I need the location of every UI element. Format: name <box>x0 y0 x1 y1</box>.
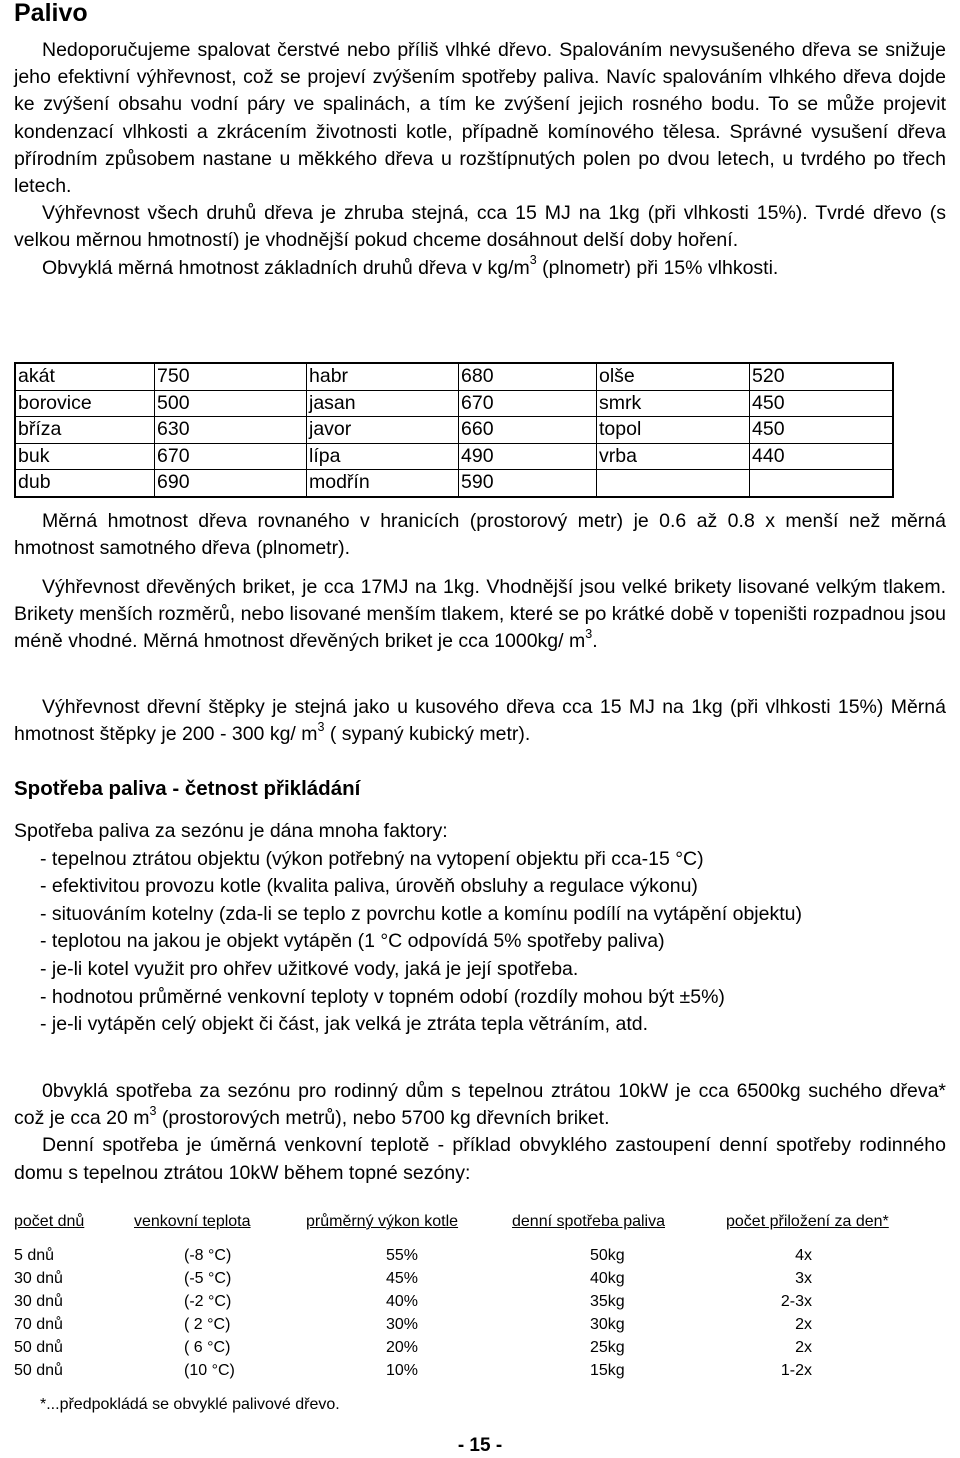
wood-name-cell: habr <box>307 363 459 390</box>
empty-cell <box>597 470 750 497</box>
output-cell: 10% <box>385 1362 418 1379</box>
table-row <box>15 470 893 497</box>
wood-density-cell: 450 <box>750 390 894 417</box>
density-intro-text: Obvyklá měrná hmotnost základních druhů dřeva v kg/m <box>42 256 530 279</box>
temperature-cell: (10 °C) <box>184 1362 235 1379</box>
wood-name-cell: vrba <box>597 443 750 470</box>
daily-consumption-cell: 15kg <box>590 1362 625 1379</box>
season-usage-sup: 3 <box>149 1103 157 1118</box>
loadings-cell: 2-3x <box>780 1293 812 1310</box>
output-cell: 45% <box>385 1270 418 1287</box>
stacked-wood-note <box>14 508 946 562</box>
column-header: venkovní teplota <box>134 1213 251 1230</box>
list-item: - efektivitou provozu kotle (kvalita paliva, úrověň obsluhy a regulace výkonu) <box>40 875 698 898</box>
column-header: denní spotřeba paliva <box>512 1213 665 1230</box>
output-cell: 20% <box>385 1339 418 1356</box>
chips-tail: ( sypaný kubický metr). <box>324 723 531 746</box>
consumption-title: Spotřeba paliva - četnost přikládání <box>14 777 361 800</box>
output-cell: 40% <box>385 1293 418 1310</box>
temperature-cell: (-2 °C) <box>184 1293 232 1310</box>
consumption-table-header <box>14 1210 946 1234</box>
daily-consumption-cell: 40kg <box>590 1270 625 1287</box>
intro-paragraph: Nedoporučujeme spalovat čerstvé nebo příliš vlhké dřevo. Spalováním nevysušeného dřeva se snižuje jeho efektivní výhřevnost, což se projeví zvýšením spotřeby paliva. Navíc spalováním vlhkého dřeva dojde ke zvýšení obsahu vodní páry ve spalinách, a tím ke zvýšení jejich rosného bodu. To se může projevit kondenzací vlhkosti a zkrácením životnosti kotle, případně komínového tělesa. Správné vysušení dřeva přírodním způsobem nastane u měkkého dřeva u rozštípnutých polen po dvou letech, u tvrdého po třech letech. <box>14 39 946 198</box>
table-row <box>14 1267 946 1290</box>
season-usage-text: 0bvyklá spotřeba za sezónu pro rodinný dům s tepelnou ztrátou 10kW je cca 6500kg suchého dřeva* což je cca 20 m <box>14 1080 946 1130</box>
wood-density-cell: 440 <box>750 443 894 470</box>
table-row <box>15 363 893 390</box>
temperature-cell: ( 2 °C) <box>184 1316 231 1333</box>
wood-name-cell: borovice <box>15 390 155 417</box>
wood-name-cell: javor <box>307 417 459 444</box>
days-cell: 30 dnů <box>14 1270 63 1287</box>
wood-density-cell: 660 <box>459 417 597 444</box>
table-row <box>15 417 893 444</box>
daily-consumption-cell: 30kg <box>590 1316 625 1333</box>
briquettes-sup: 3 <box>585 626 593 641</box>
table-row <box>14 1290 946 1313</box>
wood-name-cell: jasan <box>307 390 459 417</box>
list-item: - je-li vytápěn celý objekt či část, jak velká je ztráta tepla větráním, atd. <box>40 1013 649 1036</box>
wood-name-cell: dub <box>15 470 155 497</box>
wood-density-cell: 630 <box>155 417 307 444</box>
section-title: Palivo <box>14 0 88 27</box>
empty-cell <box>750 470 894 497</box>
density-intro-sup: 3 <box>529 253 537 268</box>
briquettes-paragraph <box>14 574 946 656</box>
wood-name-cell: modřín <box>307 470 459 497</box>
daily-usage-paragraph: Denní spotřeba je úměrná venkovní teplotě - příklad obvyklého zastoupení denní spotřeby rodinného domu s tepelnou ztrátou 10kW během topné sezóny: <box>14 1134 946 1184</box>
days-cell: 70 dnů <box>14 1316 63 1333</box>
season-usage-tail: (prostorových metrů), nebo 5700 kg dřevních briket. <box>156 1107 610 1130</box>
season-usage-block <box>14 1078 946 1187</box>
wood-name-cell: smrk <box>597 390 750 417</box>
output-cell: 55% <box>385 1247 418 1264</box>
wood-density-cell: 590 <box>459 470 597 497</box>
list-item: - situováním kotelny (zda-li se teplo z povrchu kotle a komínu podílí na vytápění objektu) <box>40 902 802 925</box>
wood-density-cell: 670 <box>459 390 597 417</box>
loadings-cell: 1-2x <box>780 1362 812 1379</box>
column-header: počet dnů <box>14 1213 85 1230</box>
density-intro <box>14 255 946 282</box>
output-cell: 30% <box>385 1316 418 1333</box>
consumption-table <box>14 1244 946 1382</box>
stacked-wood-text: Měrná hmotnost dřeva rovnaného v hranicích (prostorový metr) je 0.6 až 0.8 x menší než měrná hmotnost samotného dřeva (plnometr). <box>14 510 946 560</box>
column-header: počet přiložení za den* <box>726 1213 889 1230</box>
list-item: - teplotou na jakou je objekt vytápěn (1 °C odpovídá 5% spotřeby paliva) <box>40 930 665 953</box>
wood-density-cell: 450 <box>750 417 894 444</box>
table-row <box>15 443 893 470</box>
temperature-cell: ( 6 °C) <box>184 1339 231 1356</box>
daily-consumption-cell: 50kg <box>590 1247 625 1264</box>
table-row <box>15 390 893 417</box>
wood-density-cell: 670 <box>155 443 307 470</box>
chips-text: Výhřevnost dřevní štěpky je stejná jako u kusového dřeva cca 15 MJ na 1kg (při vlhkosti 15%) Měrná hmotnost štěpky je 200 - 300 kg/ m <box>14 696 946 746</box>
table-row <box>14 1313 946 1336</box>
chips-block <box>14 694 946 748</box>
wood-density-table <box>14 362 894 498</box>
chips-sup: 3 <box>317 719 325 734</box>
wood-name-cell: bříza <box>15 417 155 444</box>
loadings-cell: 2x <box>795 1316 812 1333</box>
wood-density-cell: 750 <box>155 363 307 390</box>
wood-name-cell: olše <box>597 363 750 390</box>
factors-intro: Spotřeba paliva za sezónu je dána mnoha faktory: <box>14 820 448 842</box>
daily-consumption-cell: 35kg <box>590 1293 625 1310</box>
footnote: *...předpokládá se obvyklé palivové dřevo. <box>40 1396 340 1413</box>
loadings-cell: 3x <box>795 1270 812 1287</box>
days-cell: 5 dnů <box>14 1247 55 1264</box>
days-cell: 50 dnů <box>14 1362 63 1379</box>
briquettes-tail: . <box>592 630 598 653</box>
list-item: - je-li kotel využit pro ohřev užitkové vody, jaká je její spotřeba. <box>40 957 579 980</box>
intro-block <box>14 37 946 282</box>
wood-name-cell: topol <box>597 417 750 444</box>
temperature-cell: (-8 °C) <box>184 1247 232 1264</box>
list-item: - hodnotou průměrné venkovní teploty v topném odobí (rozdíly mohou být ±5%) <box>40 985 725 1008</box>
season-usage-paragraph <box>14 1078 946 1132</box>
page-number: - 15 - <box>457 1435 503 1456</box>
briquettes-text: Výhřevnost dřevěných briket, je cca 17MJ na 1kg. Vhodnější jsou velké brikety lisované velkým tlakem. Brikety menších rozměrů, nebo lisované menším tlakem, které se po krátké době v topeništi rozpadnou jsou méně vhodné. Měrná hmotnost dřevěných briket je cca 1000kg/ m <box>14 576 946 653</box>
wood-density-cell: 680 <box>459 363 597 390</box>
days-cell: 50 dnů <box>14 1339 63 1356</box>
loadings-cell: 2x <box>795 1339 812 1356</box>
table-row <box>14 1336 946 1359</box>
loadings-cell: 4x <box>795 1247 812 1264</box>
heating-value-paragraph: Výhřevnost všech druhů dřeva je zhruba stejná, cca 15 MJ na 1kg (při vlhkosti 15%). Tvrdé dřevo (s velkou měrnou hmotností) je vhodnější pokud chceme dosáhnout delší doby hoření. <box>14 202 946 252</box>
days-cell: 30 dnů <box>14 1293 63 1310</box>
wood-name-cell: akát <box>15 363 155 390</box>
column-header: průměrný výkon kotle <box>306 1213 459 1230</box>
briquettes-block <box>14 574 946 656</box>
wood-density-cell: 690 <box>155 470 307 497</box>
wood-name-cell: buk <box>15 443 155 470</box>
daily-consumption-cell: 25kg <box>590 1339 625 1356</box>
wood-name-cell: lípa <box>307 443 459 470</box>
table-row <box>14 1244 946 1267</box>
table-row <box>14 1359 946 1382</box>
wood-density-cell: 490 <box>459 443 597 470</box>
density-intro-tail: (plnometr) při 15% vlhkosti. <box>536 256 779 279</box>
wood-density-cell: 500 <box>155 390 307 417</box>
factors-list <box>14 818 946 1039</box>
wood-density-cell: 520 <box>750 363 894 390</box>
list-item: - tepelnou ztrátou objektu (výkon potřebný na vytopení objektu při cca-15 °C) <box>40 847 704 870</box>
temperature-cell: (-5 °C) <box>184 1270 232 1287</box>
chips-paragraph <box>14 694 946 748</box>
